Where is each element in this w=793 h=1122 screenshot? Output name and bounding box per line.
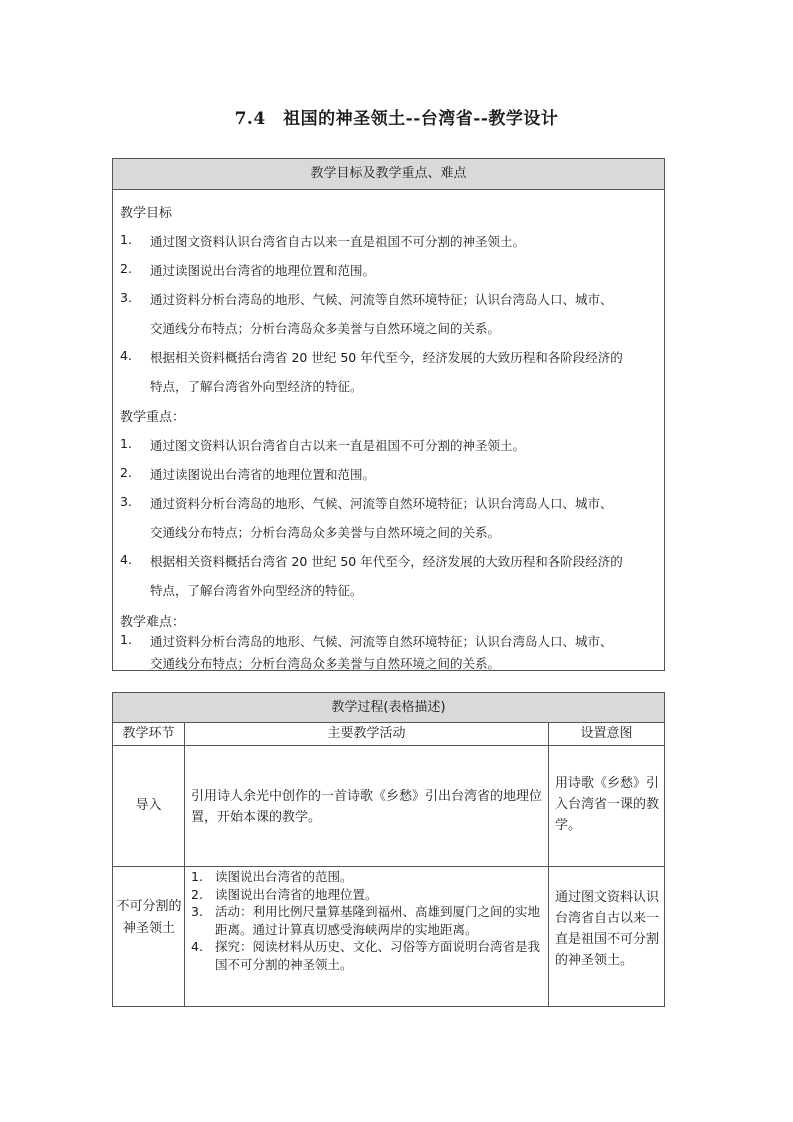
key-point-num: 3.	[120, 494, 132, 509]
goal-num: 2.	[120, 261, 132, 276]
step-item	[191, 868, 549, 886]
difficulty-text-cont: 交通线分布特点；分析台湾岛众多美誉与自然环境之间的关系。	[150, 656, 501, 671]
key-point-text: 根据相关资料概括台湾省 20 世纪 50 年代至今，经济发展的大致历程和各阶段经济的	[150, 554, 623, 569]
step-text: 读图说出台湾省的范围。	[215, 869, 353, 884]
step-item	[191, 938, 549, 973]
goal-num: 3.	[120, 290, 132, 305]
difficulties-label: 教学难点：	[120, 615, 186, 630]
goal-text: 通过读图说出台湾省的地理位置和范围。	[150, 263, 376, 278]
goal-num: 1.	[120, 232, 132, 247]
column-header-stage: 教学环节	[122, 726, 175, 741]
objectives-table	[112, 158, 665, 671]
step-text: 读图说出台湾省的地理位置。	[215, 886, 378, 902]
goals-label: 教学目标	[120, 206, 173, 221]
goal-num: 4.	[120, 348, 132, 363]
difficulty-num: 1.	[120, 632, 132, 647]
goal-text-cont: 特点，了解台湾省外向型经济的特征。	[150, 379, 363, 394]
key-point-num: 2.	[120, 465, 132, 480]
step-item	[191, 886, 549, 904]
row-divider	[113, 866, 664, 867]
process-header: 教学过程(表格描述)	[113, 693, 664, 723]
step-text: 探究：阅读材料从历史、文化、习俗等方面说明台湾省是我国不可分割的神圣领土。	[215, 939, 541, 972]
stage-cell: 不可分割的神圣领土	[116, 899, 182, 936]
column-header-intent: 设置意图	[580, 726, 633, 741]
step-text: 活动：利用比例尺量算基隆到福州、高雄到厦门之间的实地距离。通过计算真切感受海峡两岸的实地距离。	[215, 904, 541, 937]
step-item	[191, 903, 549, 938]
key-point-num: 4.	[120, 552, 132, 567]
goal-text-cont: 交通线分布特点；分析台湾岛众多美誉与自然环境之间的关系。	[150, 321, 501, 336]
objectives-header: 教学目标及教学重点、难点	[113, 159, 664, 190]
activity-cell: 引用诗人余光中创作的一首诗歌《乡愁》引出台湾省的地理位置，开始本课的教学。	[191, 789, 543, 825]
step-num: 2.	[191, 886, 203, 902]
goal-text: 通过资料分析台湾岛的地形、气候、河流等自然环境特征；认识台湾岛人口、城市、	[150, 292, 613, 307]
key-point-text: 通过读图说出台湾省的地理位置和范围。	[150, 467, 376, 482]
process-table	[112, 692, 665, 1007]
intent-cell: 通过图文资料认识台湾省自古以来一直是祖国不可分割的神圣领土。	[555, 890, 660, 968]
difficulty-text: 通过资料分析台湾岛的地形、气候、河流等自然环境特征；认识台湾岛人口、城市、	[150, 634, 613, 649]
column-divider	[184, 723, 185, 1006]
stage-cell: 导入	[135, 798, 162, 813]
intent-cell: 用诗歌《乡愁》引入台湾省一课的教学。	[555, 776, 660, 833]
key-point-text: 通过资料分析台湾岛的地形、气候、河流等自然环境特征；认识台湾岛人口、城市、	[150, 496, 613, 511]
step-num: 4.	[191, 939, 203, 954]
key-point-text-cont: 交通线分布特点；分析台湾岛众多美誉与自然环境之间的关系。	[150, 525, 501, 540]
key-point-text: 通过图文资料认识台湾省自古以来一直是祖国不可分割的神圣领土。	[150, 438, 526, 453]
key-points-label: 教学重点：	[120, 410, 186, 425]
key-point-text-cont: 特点，了解台湾省外向型经济的特征。	[150, 583, 363, 598]
row-divider	[113, 745, 664, 746]
key-point-num: 1.	[120, 436, 132, 451]
column-header-activity: 主要教学活动	[327, 726, 406, 741]
activity-steps	[191, 868, 549, 973]
step-num: 3.	[191, 904, 203, 919]
goal-text: 通过图文资料认识台湾省自古以来一直是祖国不可分割的神圣领土。	[150, 234, 526, 249]
goal-text: 根据相关资料概括台湾省 20 世纪 50 年代至今，经济发展的大致历程和各阶段经济的	[150, 350, 623, 365]
step-num: 1.	[191, 869, 203, 884]
page-title: 7.4 祖国的神圣领土--台湾省--教学设计	[234, 109, 559, 129]
